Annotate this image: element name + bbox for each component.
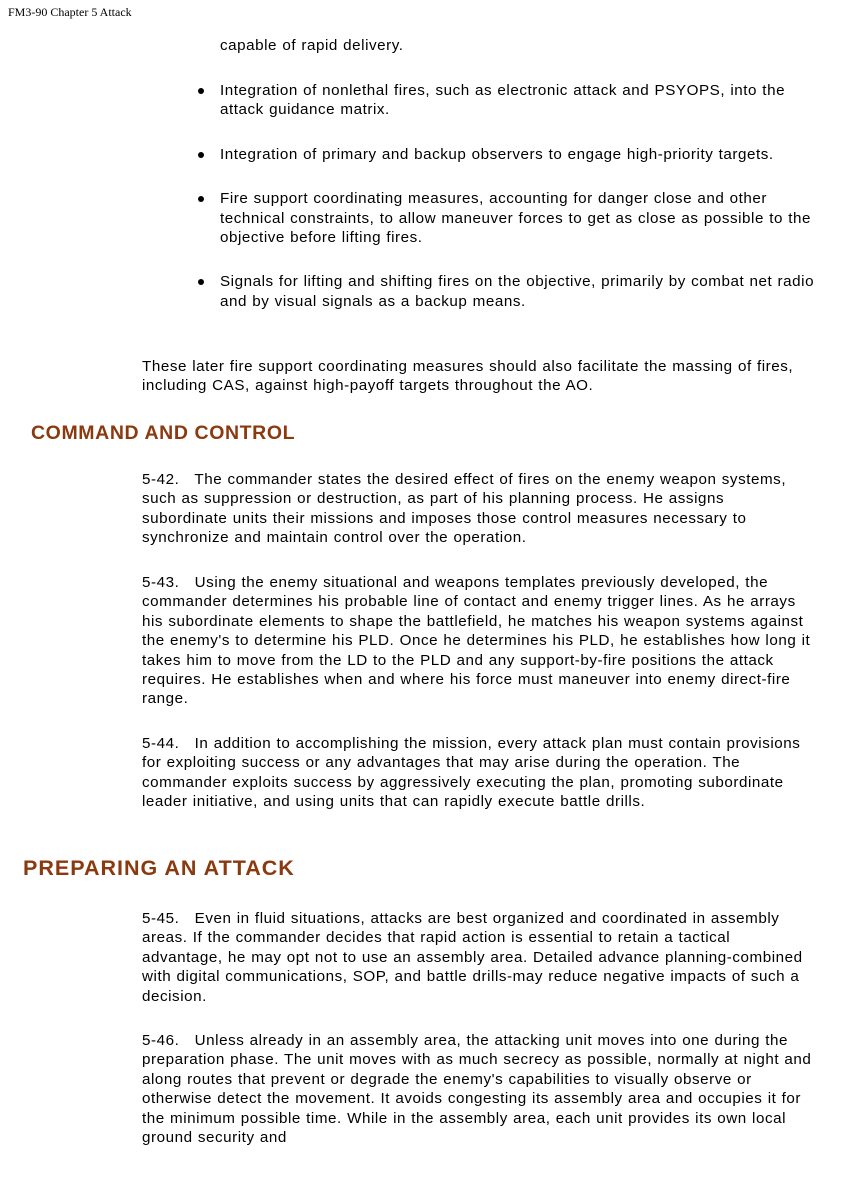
bullet-text: Fire support coordinating measures, accounting for danger close and other technical constraints, to allow maneuver forces to get as close as possible to the objective before lifting fires. — [220, 190, 812, 247]
bullet-icon — [198, 152, 204, 158]
paragraph-5-44 — [142, 734, 812, 812]
bullet-text: Integration of primary and backup observers to engage high-priority targets. — [220, 145, 774, 163]
paragraph-5-43 — [142, 573, 812, 709]
paragraph-number: 5-45. — [142, 910, 180, 927]
list-item — [196, 145, 816, 164]
paragraph-text: Unless already in an assembly area, the attacking unit moves into one during the preparation phase. The unit moves with as much secrecy as possible, normally at night and along routes that prevent or degrade the enemy's capabilities to visually observe or otherwise detect the movement. It avoids congesting its assembly area and occupies it for the minimum possible time. While in the assembly area, each unit provides its own local ground security and — [142, 1032, 812, 1147]
bullet-icon — [198, 88, 204, 94]
section-heading-command-and-control: COMMAND AND CONTROL — [31, 422, 296, 444]
paragraph-text: In addition to accomplishing the mission, every attack plan must contain provisions for exploiting success or any advantages that may arise during the operation. The commander exploits success by aggressively executing the plan, promoting subordinate leader initiative, and using units that can rapidly execute battle drills. — [142, 735, 801, 811]
bullet-icon — [198, 196, 204, 202]
paragraph-text: Even in fluid situations, attacks are best organized and coordinated in assembly areas. If the commander decides that rapid action is essential to retain a tactical advantage, he may opt not to use an assembly area. Detailed advance planning-combined with digital communications, SOP, and battle drills-may reduce negative impacts of such a decision. — [142, 910, 803, 1005]
running-header: FM3-90 Chapter 5 Attack — [8, 5, 132, 19]
paragraph-number: 5-44. — [142, 735, 180, 752]
paragraph-5-46 — [142, 1031, 812, 1147]
bullet-text: Integration of nonlethal fires, such as electronic attack and PSYOPS, into the attack guidance matrix. — [220, 82, 786, 119]
paragraph-text: The commander states the desired effect of fires on the enemy weapon systems, such as suppression or destruction, as part of his planning process. He assigns subordinate units their missions and imposes those control measures necessary to synchronize and maintain control over the operation. — [142, 471, 787, 547]
continuation-text: capable of rapid delivery. — [220, 37, 404, 54]
summary-paragraph: These later fire support coordinating measures should also facilitate the massing of fires, including CAS, against high-payoff targets throughout the AO. — [142, 358, 794, 395]
paragraph-text: Using the enemy situational and weapons templates previously developed, the commander determines his probable line of contact and enemy trigger lines. As he arrays his subordinate elements to shape the battlefield, he matches his weapon systems against the enemy's to determine his PLD. Once he determines his PLD, he establishes how long it takes him to move from the LD to the PLD and any support-by-fire positions the attack requires. He establishes when and where his force must maneuver into enemy direct-fire range. — [142, 574, 811, 708]
list-item — [196, 272, 816, 311]
list-item — [196, 81, 816, 120]
list-item — [196, 189, 816, 247]
bullet-text: Signals for lifting and shifting fires on the objective, primarily by combat net radio and by visual signals as a backup means. — [220, 273, 815, 310]
paragraph-number: 5-42. — [142, 471, 180, 488]
section-heading-preparing-an-attack: PREPARING AN ATTACK — [23, 856, 295, 880]
paragraph-5-42 — [142, 470, 812, 548]
bullet-icon — [198, 279, 204, 285]
paragraph-number: 5-46. — [142, 1032, 180, 1049]
paragraph-number: 5-43. — [142, 574, 180, 591]
paragraph-5-45 — [142, 909, 812, 1006]
bullet-list — [196, 81, 816, 336]
